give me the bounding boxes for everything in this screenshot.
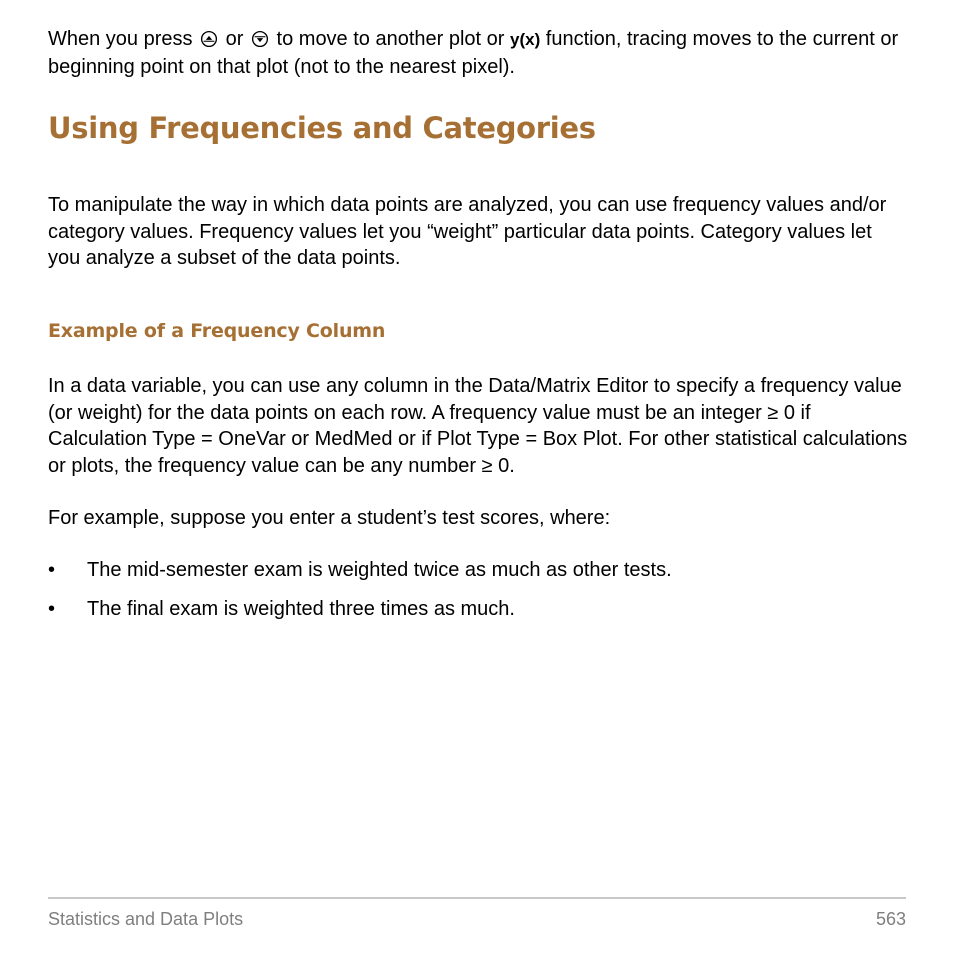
- footer-page-number: 563: [875, 909, 906, 929]
- footer-chapter-title: Statistics and Data Plots: [48, 909, 244, 929]
- down-arrow-key-icon: [251, 30, 269, 48]
- intro-text-between-keys: or: [220, 28, 249, 50]
- up-arrow-key-icon: [200, 30, 218, 48]
- bullet-marker: •: [48, 597, 56, 620]
- section-paragraph: To manipulate the way in which data points are analyzed, you can use frequency values and/or category values. Frequency values let you “weight” particular data points. Category values let you analyze a subset of the data points.: [48, 194, 887, 269]
- subsection-heading: Example of a Frequency Column: [48, 320, 386, 342]
- intro-text-after-key: function, tracing moves to the current or beginning point on that plot (not to the nearest pixel).: [48, 28, 899, 78]
- bullet-text: The mid-semester exam is weighted twice as much as other tests.: [87, 559, 672, 581]
- bullet-list: [48, 557, 908, 634]
- intro-text-after-down: to move to another plot or: [270, 28, 511, 50]
- yx-key-name: y(x): [510, 30, 541, 49]
- bullet-text: The final exam is weighted three times as much.: [87, 597, 515, 620]
- intro-text-before-up: When you press: [48, 28, 199, 50]
- list-item: [48, 596, 908, 623]
- section-heading: Using Frequencies and Categories: [48, 111, 596, 145]
- example-paragraph: For example, suppose you enter a student’s test scores, where:: [48, 507, 611, 529]
- intro-paragraph: [48, 26, 908, 80]
- frequency-paragraph: In a data variable, you can use any column in the Data/Matrix Editor to specify a frequency value (or weight) for the data points on each row. A frequency value must be an integer ≥ 0 if Calculation Type = OneVar or MedMed or if Plot Type = Box Plot. For other statistical calculations or plots, the frequency value can be any number ≥ 0.: [48, 375, 908, 477]
- list-item: [48, 557, 908, 584]
- bullet-marker: •: [48, 559, 56, 581]
- footer-divider: [48, 897, 906, 899]
